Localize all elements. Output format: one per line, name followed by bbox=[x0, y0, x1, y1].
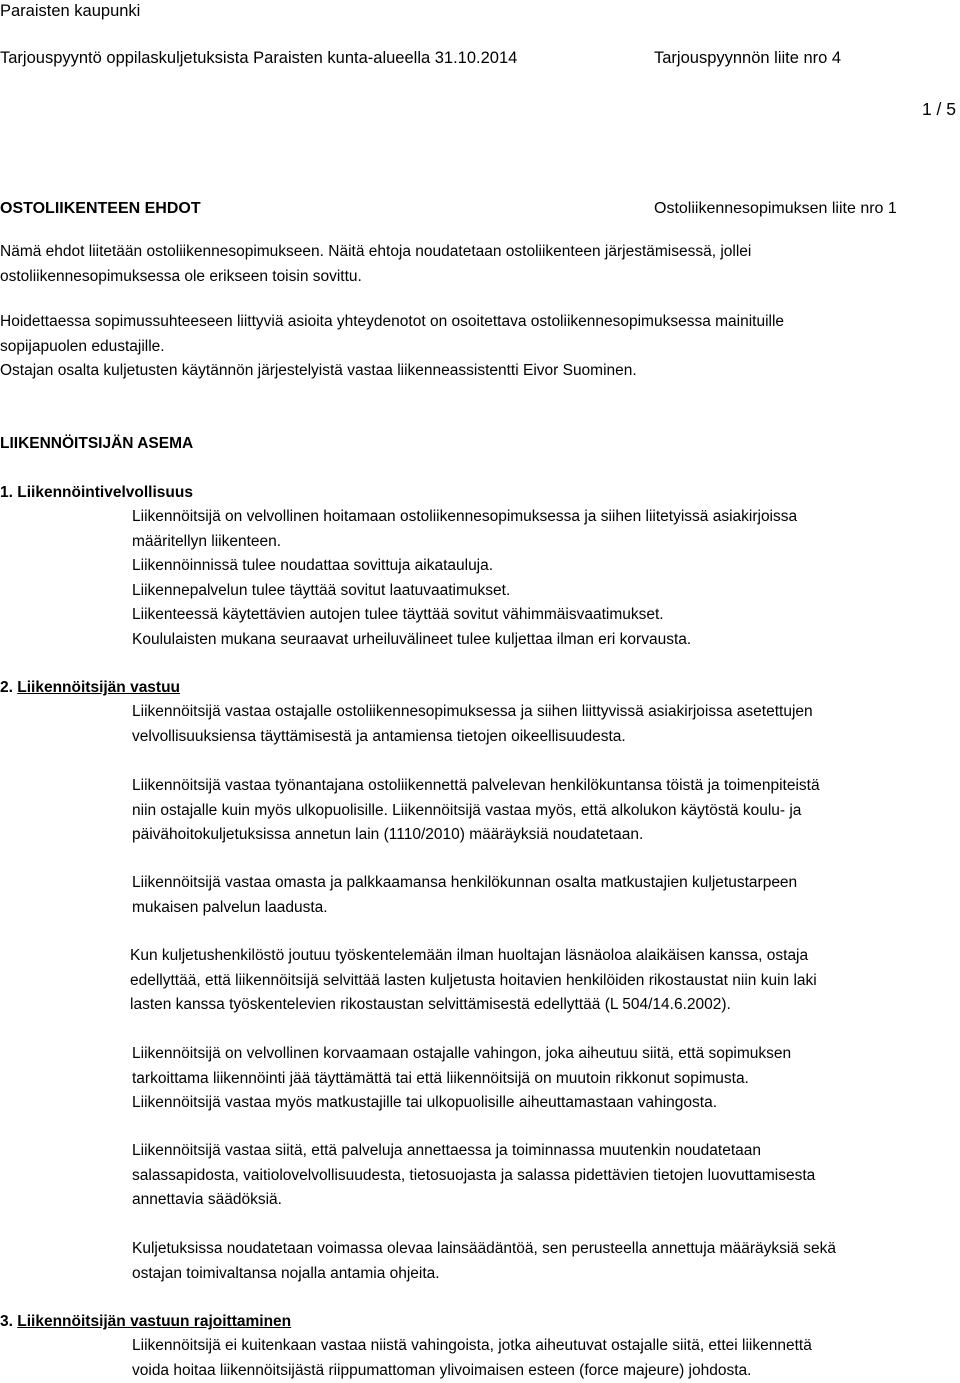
section-title-text: Liikennöitsijän vastuu bbox=[17, 679, 180, 696]
section-1-heading bbox=[0, 481, 193, 505]
section-title: LIIKENNÖITSIJÄN ASEMA bbox=[0, 432, 193, 456]
text-line: Kuljetuksissa noudatetaan voimassa olevaa lainsäädäntöä, sen perusteella annettuja määräyksiä sekä bbox=[132, 1237, 960, 1262]
text-line: sopijapuolen edustajille. bbox=[0, 335, 960, 360]
document-heading: OSTOLIIKENTEEN EHDOT bbox=[0, 199, 201, 219]
text-line: päivähoitokuljetuksissa annetun lain (1110/2010) määräyksiä noudatetaan. bbox=[132, 823, 960, 848]
text-line: voida hoitaa liikennöitsijästä riippumattoman ylivoimaisen esteen (force majeure) johdosta. bbox=[132, 1359, 960, 1383]
text-line: Koululaisten mukana seuraavat urheiluvälineet tulee kuljettaa ilman eri korvausta. bbox=[132, 628, 960, 653]
section-2-paragraph-1 bbox=[132, 700, 960, 749]
section-2-paragraph-4 bbox=[130, 944, 960, 1018]
text-line: Liikennöitsijä ei kuitenkaan vastaa niistä vahingoista, jotka aiheutuvat ostajalle siitä, ettei liikennettä bbox=[132, 1334, 960, 1359]
organization-name: Paraisten kaupunki bbox=[0, 1, 140, 21]
section-2-paragraph-7 bbox=[132, 1237, 960, 1286]
text-line: Liikennöitsijä vastaa työnantajana ostoliikennettä palvelevan henkilökuntansa töistä ja toimenpiteistä bbox=[132, 774, 960, 799]
text-line: määritellyn liikenteen. bbox=[132, 530, 960, 555]
text-line: ostoliikennesopimuksessa ole erikseen toisin sovittu. bbox=[0, 265, 960, 290]
text-line: Liikenteessä käytettävien autojen tulee täyttää sovitut vähimmäisvaatimukset. bbox=[132, 603, 960, 628]
tender-annex-label: Tarjouspyynnön liite nro 4 bbox=[654, 48, 841, 68]
section-number: 1. bbox=[0, 484, 13, 501]
text-line: Liikennöitsijä vastaa siitä, että palveluja annettaessa ja toiminnassa muutenkin noudatetaan bbox=[132, 1139, 960, 1164]
section-1-body bbox=[132, 505, 960, 652]
text-line: lasten kanssa työskentelevien rikostaustan selvittämisestä edellyttää (L 504/14.6.2002). bbox=[130, 993, 960, 1018]
section-2-paragraph-3 bbox=[132, 871, 960, 920]
text-line: tarkoittama liikennöinti jää täyttämättä tai että liikennöitsijä on muutoin rikkonut sopimusta. bbox=[132, 1067, 960, 1092]
contract-annex-label: Ostoliikennesopimuksen liite nro 1 bbox=[654, 199, 897, 219]
text-line: Liikennöinnissä tulee noudattaa sovittuja aikatauluja. bbox=[132, 554, 960, 579]
intro-paragraph-2 bbox=[0, 310, 960, 384]
section-2-paragraph-5 bbox=[132, 1042, 960, 1116]
text-line: Liikennöitsijä vastaa omasta ja palkkaamansa henkilökunnan osalta matkustajien kuljetustarpeen bbox=[132, 871, 960, 896]
section-2-paragraph-6 bbox=[132, 1139, 960, 1213]
text-line: Nämä ehdot liitetään ostoliikennesopimukseen. Näitä ehtoja noudatetaan ostoliikenteen järjestämisessä, jollei bbox=[0, 240, 960, 265]
text-line: niin ostajalle kuin myös ulkopuolisille. Liikennöitsijä vastaa myös, että alkolukon käytöstä koulu- ja bbox=[132, 799, 960, 824]
text-line: Liikennöitsijä vastaa myös matkustajille tai ulkopuolisille aiheuttamastaan vahingosta. bbox=[132, 1091, 960, 1116]
text-line: edellyttää, että liikennöitsijä selvittää lasten kuljetusta hoitavien henkilöiden rikostaustat niin kuin laki bbox=[130, 969, 960, 994]
section-3-heading bbox=[0, 1310, 291, 1334]
section-title-text: Liikennöitsijän vastuun rajoittaminen bbox=[17, 1313, 291, 1330]
text-line: Kun kuljetushenkilöstö joutuu työskentelemään ilman huoltajan läsnäoloa alaikäisen kanssa, ostaja bbox=[130, 944, 960, 969]
text-line: Liikennöitsijä vastaa ostajalle ostoliikennesopimuksessa ja siihen liittyvissä asiakirjoissa asetettujen bbox=[132, 700, 960, 725]
text-line: annettavia säädöksiä. bbox=[132, 1188, 960, 1213]
text-line: Liikennöitsijä on velvollinen korvaamaan ostajalle vahingon, joka aiheutuu siitä, että sopimuksen bbox=[132, 1042, 960, 1067]
text-line: Hoidettaessa sopimussuhteeseen liittyviä asioita yhteydenotot on osoitettava ostoliikennesopimuksessa mainituille bbox=[0, 310, 960, 335]
text-line: ostajan toimivaltansa nojalla antamia ohjeita. bbox=[132, 1262, 960, 1287]
section-2-paragraph-2 bbox=[132, 774, 960, 848]
document-title: Tarjouspyyntö oppilaskuljetuksista Paraisten kunta-alueella 31.10.2014 bbox=[0, 48, 517, 68]
section-number: 2. bbox=[0, 679, 13, 696]
intro-paragraph-1 bbox=[0, 240, 960, 289]
text-line: Ostajan osalta kuljetusten käytännön järjestelyistä vastaa liikenneassistentti Eivor Suominen. bbox=[0, 359, 960, 384]
text-line: velvollisuuksiensa täyttämisestä ja antamiensa tietojen oikeellisuudesta. bbox=[132, 725, 960, 750]
section-2-heading bbox=[0, 676, 180, 700]
text-line: salassapidosta, vaitiolovelvollisuudesta, tietosuojasta ja salassa pidettävien tietojen luovuttamisesta bbox=[132, 1164, 960, 1189]
text-line: Liikennöitsijä on velvollinen hoitamaan ostoliikennesopimuksessa ja siihen liitetyissä asiakirjoissa bbox=[132, 505, 960, 530]
text-line: Liikennepalvelun tulee täyttää sovitut laatuvaatimukset. bbox=[132, 579, 960, 604]
text-line: mukaisen palvelun laadusta. bbox=[132, 896, 960, 921]
section-3-body bbox=[132, 1334, 960, 1383]
section-title-text: Liikennöintivelvollisuus bbox=[17, 484, 193, 501]
page-number: 1 / 5 bbox=[922, 99, 956, 119]
section-number: 3. bbox=[0, 1313, 13, 1330]
